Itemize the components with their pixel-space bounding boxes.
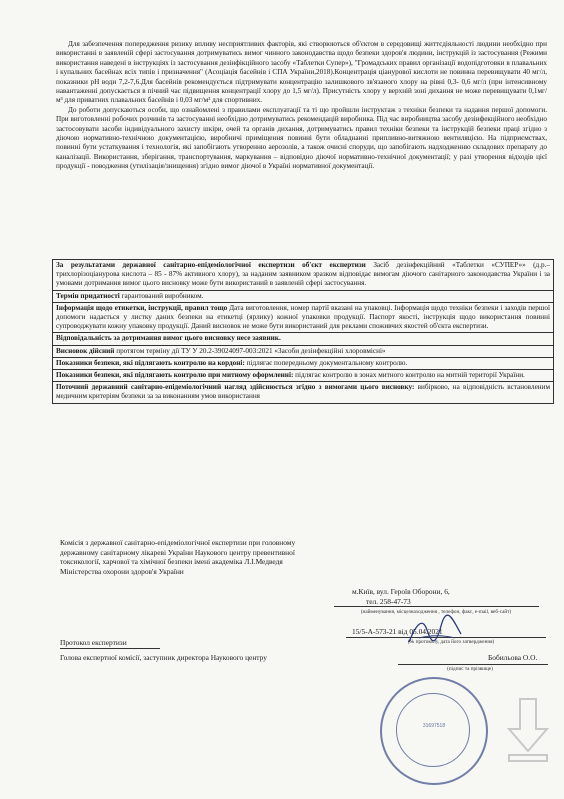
commission-block — [60, 538, 298, 576]
label-info-text: Дата виготовлення, номер партії вказані на упаковці. Інформація щодо техніки безпеки і заходів першої допомоги надається у листку даних безпеки на етикетці (ярлику) кожної упаковки продукції. Паспорт якості, інструкція щодо використання повинні супроводжувати кожну упаковку продукції. Даний висновок не може бути використаний для реклами споживчих якостей об'єкта експертизи. — [56, 303, 551, 331]
validity-lead: Висновок дійсний — [56, 346, 115, 355]
protocol-hint: (№ протоколу, дата його затвердження) — [407, 639, 495, 645]
body-text — [56, 40, 547, 172]
conclusion-frame — [52, 259, 554, 404]
section-responsibility — [53, 332, 553, 344]
head-name: Бобильова О.О. — [488, 653, 538, 662]
shelf-life-text: гарантований виробником. — [121, 291, 204, 300]
current-supervision-text: вибірково, на відповідність встановленим медичним критеріям безпеки за за виконанням умов використання — [56, 383, 551, 401]
signature-underline — [398, 664, 548, 665]
head-label: Голова експертної комісії, заступник директора Наукового центру — [60, 653, 267, 662]
current-supervision-lead: Поточний державний санітарно-епідеміологічний нагляд здійснюється згідно з вимогами цього висновку: — [56, 383, 415, 392]
paragraph-usage-conditions: Для забезпечення попередження ризику впливу несприятливих факторів, які створюються об'єктом в середовищі життєдіяльності людини необхідно при використанні в заявленій сфері застосування дотримуватись вимог чинного законодавства щодо безпеки здоров'я людини, інструкцій із застосування (Режими використання наведені в інструкціях із застосування дезінфікційного засобу «Таблетки Супер»), "Громадських правил організації водопідготовки в плавальних і купальних басейнах всіх типів і призначення" (Асоціація басейнів і СПА України,2018).Концентрація ціанурової кислоти не повинна перевищувати 40 мг/л, показники рН води 7,2-7,6.Для басейнів рекомендується підтримувати концентрацію залишкового зв'язаного хлору на рівні 0,3- 0,6 мг/л (при інтенсивному навантаженні допускається в пічний час підвищення концентрації хлору до 1,5 мг/л). Присутність хлору у верхній зоні дихання не може перевищувати 0,1мг/м³ для приватних плавальних басейнів і 0,03 мг/м³ для спортивних. — [56, 40, 547, 105]
protocol-label: Протокол експертизи — [60, 638, 127, 647]
customs-control-lead: Показники безпеки, які підлягають контролю при митному оформленні: — [56, 371, 294, 380]
section-border-control — [53, 357, 553, 369]
address-hint: (найменування, місцезнаходження , телефон, факс, е-mail, веб-сайт) — [360, 609, 512, 615]
address-line: м.Київ, вул. Героїв Оборони, 6, — [352, 587, 450, 596]
section-current-supervision — [53, 381, 553, 402]
stamp-code: 31697518 — [422, 723, 446, 729]
conclusion-text: Засіб дезінфекційний «Таблетки «СУПЕР»» (д.р.– трихлорізоціанурова кислота – 85 - 87% активного хлору), за наданим заявником зразком відповідає вимогам діючого санітарного законодавства України і за умовами дотримання вимог цього висновку може бути використаний в заявленій сфері застосування. — [56, 261, 550, 288]
section-customs-control — [53, 369, 553, 381]
section-conclusion — [53, 260, 553, 290]
border-control-text: підлягає попередньому документальному контролю. — [246, 358, 408, 367]
address-block — [352, 587, 552, 606]
section-validity — [53, 345, 553, 357]
customs-control-text: підлягає контролю в зонах митного контролю на митній території України. — [295, 371, 525, 380]
phone-line: тел. 258-47-73 — [366, 596, 411, 606]
handwritten-signature — [405, 612, 465, 652]
validity-text: протягом терміну дії ТУ У 20.2-39024097-003:2021 «Засоби дезінфекційні хлоровмісні» — [116, 346, 386, 355]
section-label-info — [53, 302, 553, 333]
commission-text: Комісія з державної санітарно-епідеміологічної експертизи при головному державному санітарному лікареві України Наукового центру превентивної токсикології, харчової та хімічної безпеки імені академіка Л.І.Медведя Міністерства охорони здоров'я України — [60, 538, 296, 576]
address-underline — [334, 606, 539, 607]
official-stamp — [380, 677, 488, 785]
shelf-life-lead: Термін придатності — [56, 291, 120, 300]
protocol-number: 15/5-А-573-21 від 05.04.2021 — [352, 627, 443, 636]
border-control-lead: Показники безпеки, які підлягають контролю на кордоні: — [56, 358, 245, 367]
conclusion-lead: За результатами державної санітарно-епідеміологічної експертизи об'єкт експертизи — [56, 261, 366, 269]
download-arrow-icon — [505, 695, 551, 765]
paragraph-safety-rules: До роботи допускаються особи, що ознайомлені з правилами експлуатації та ті що пройшли інструктаж з техніки безпеки та надання першої допомоги. При виготовленні робочих розчинів та застосуванні необхідно дотримуватись рекомендацій виробника. Під час виробництва засобу дезінфекційного необхідно застосовувати засоби індивідуального захисту шкіри, очей та органів дихання, дотримуватись правил техніки безпеки та інструкцій безпеки праці згідно з діючою нормативно-технічною документацією, виробничі приміщення повинні бути обладнанні припливно-витяжною вентиляцією. На підприємствах, повинні бути устаткування і технологія, які запобігають утворенню аерозолів, а також очисні споруди, що запобігають надходженню складових препарату до каналізації. Використання, зберігання, транспортування, маркування – відповідно діючої нормативно-технічної документації; у разі утворення відходів цієї продукції - поводження (утилізація/знищення) згідно вимог діючої в Україні нормативної документації. — [56, 105, 547, 171]
signature-hint: (підпис та прізвище) — [447, 666, 493, 672]
stamp-inner-ring — [396, 693, 470, 767]
label-info-lead: Інформація щодо етикетки, інструкції, правил тощо — [56, 303, 228, 312]
protocol-label-underline — [60, 648, 160, 649]
section-shelf-life — [53, 290, 553, 302]
responsibility-text: Відповідальність за дотримання вимог цього висновку несе заявник. — [56, 334, 281, 343]
